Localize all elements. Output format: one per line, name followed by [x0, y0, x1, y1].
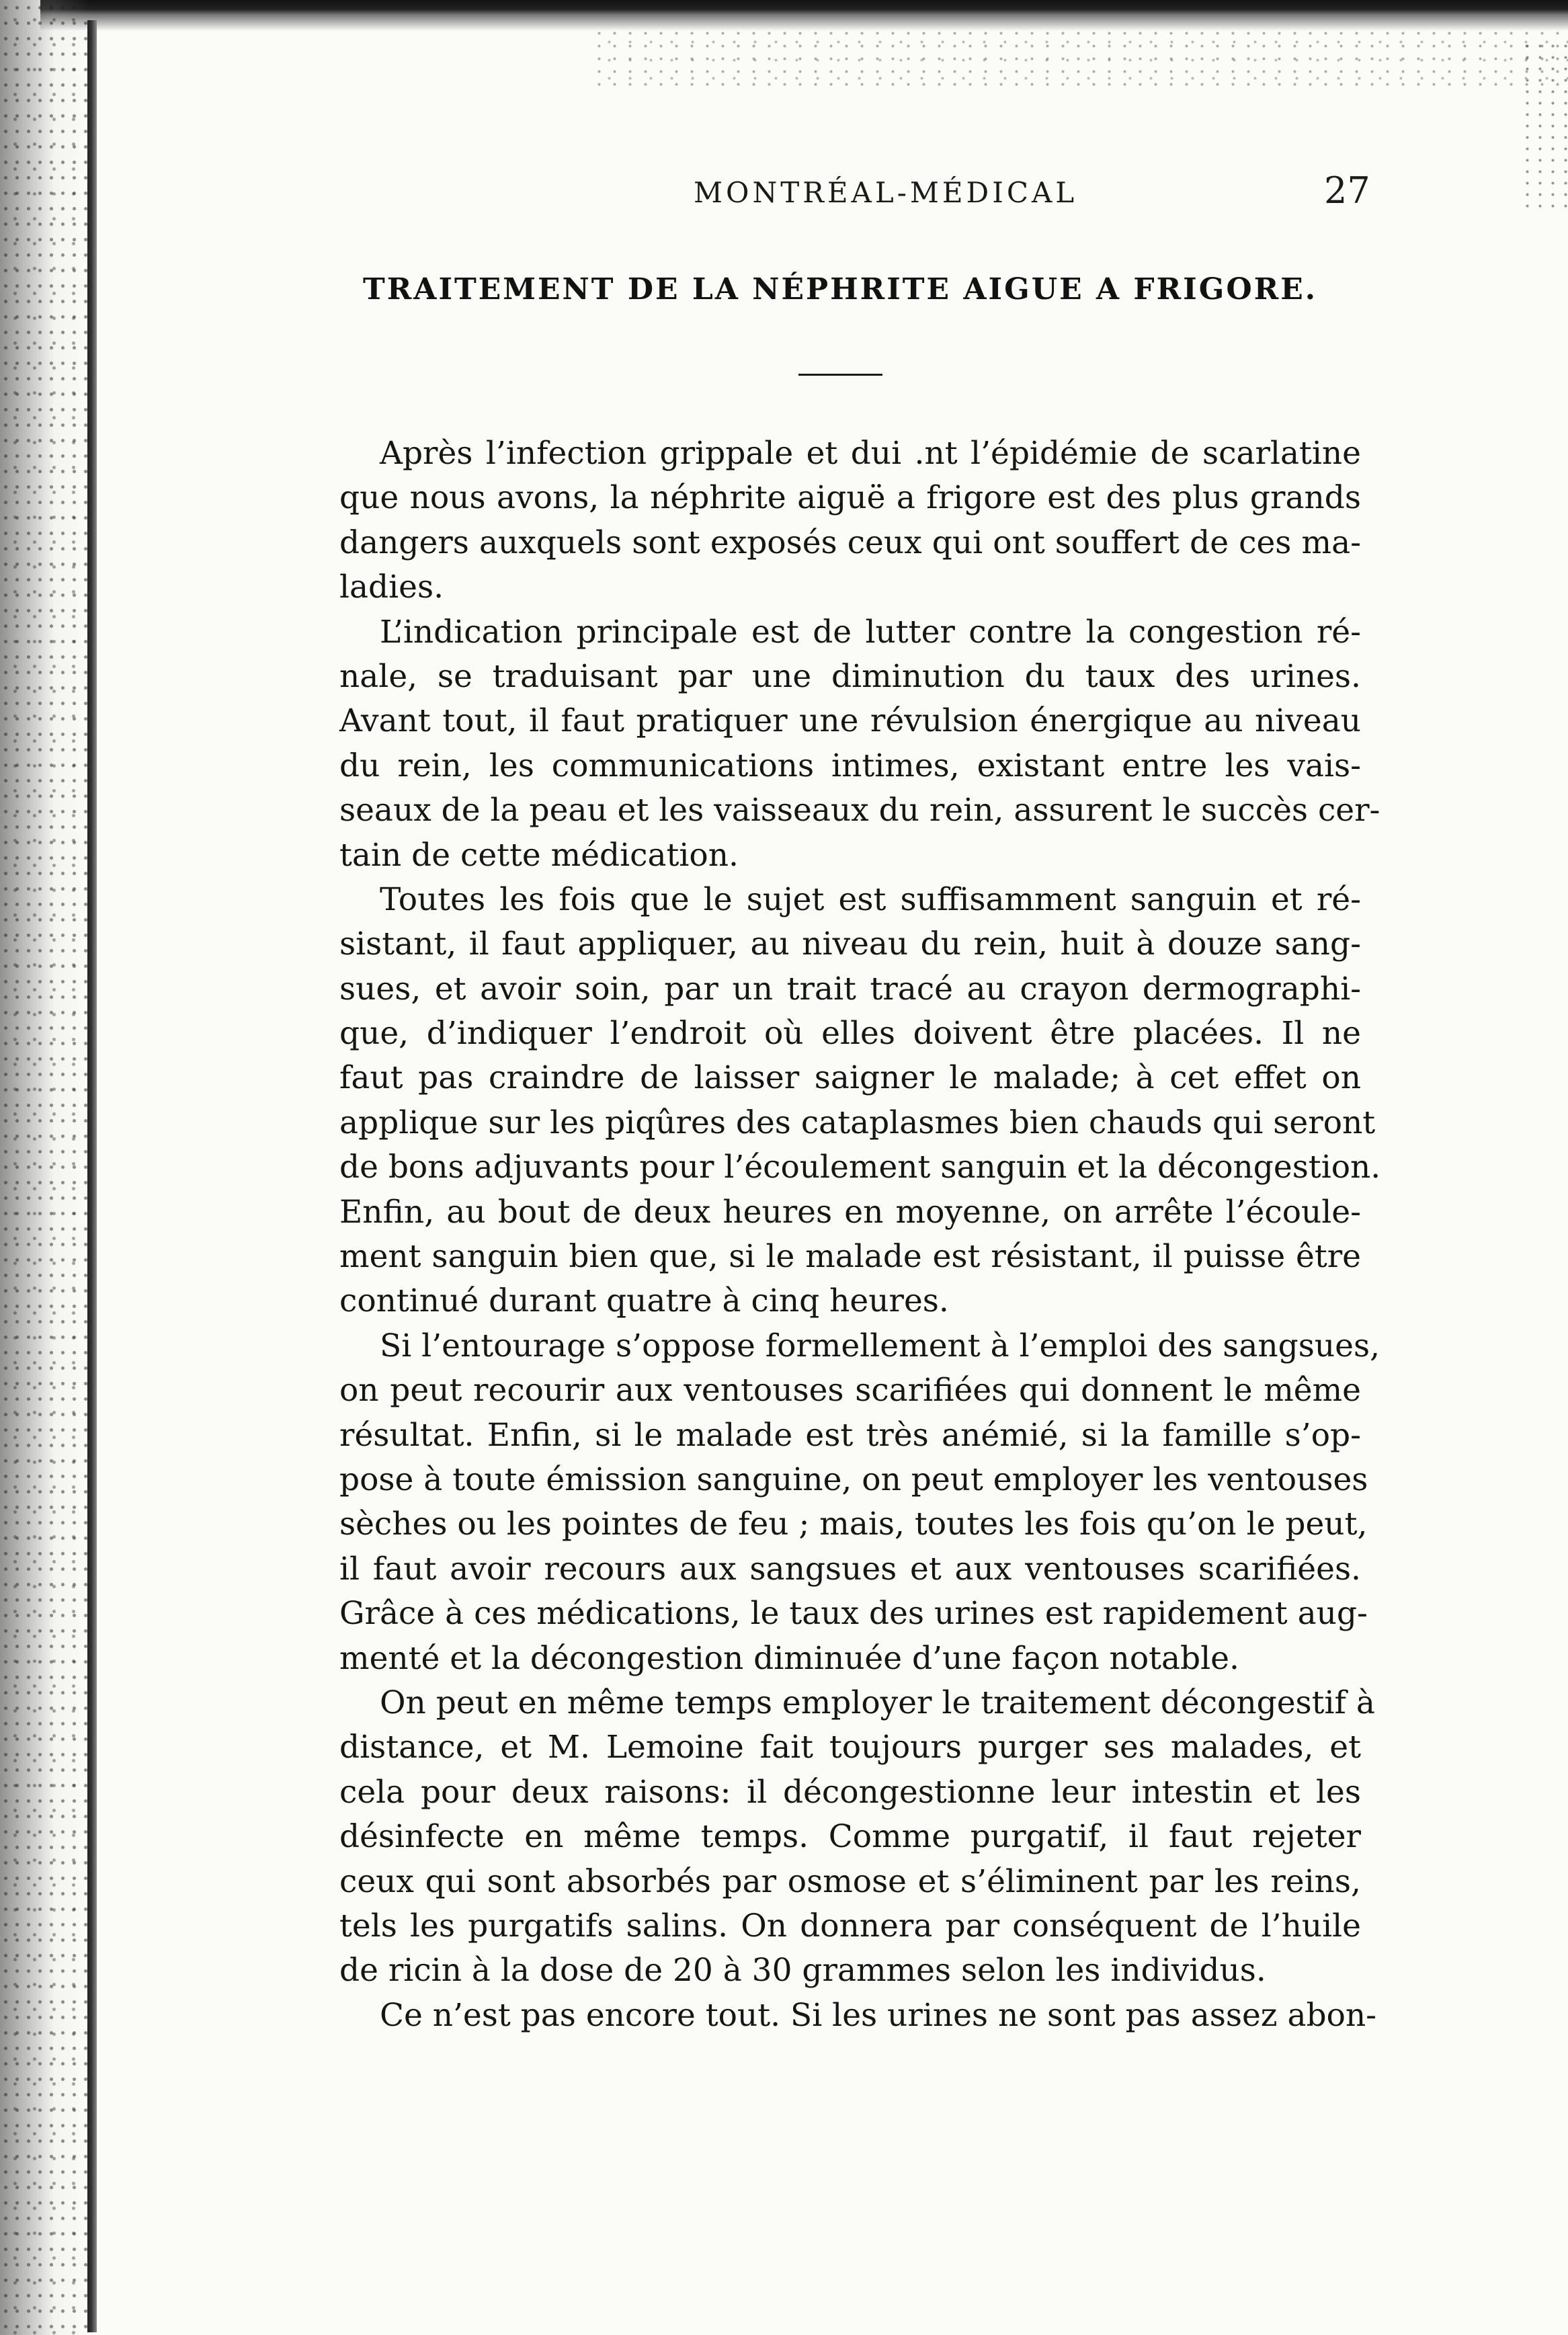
text-line: que nous avons, la néphrite aiguë a frigore est des plus grands	[339, 479, 1361, 517]
text-line: On peut en même temps employer le traitement décongestif à	[380, 1684, 1375, 1721]
title-divider	[798, 374, 882, 376]
text-line: on peut recourir aux ventouses scarifiées qui donnent le même	[339, 1372, 1361, 1409]
text-line: continué durant quatre à cinq heures.	[339, 1282, 949, 1320]
text-line: Ce n’est pas encore tout. Si les urines ne sont pas assez abon-	[380, 1996, 1377, 2034]
text-line: désinfecte en même temps. Comme purgatif, il faut rejeter	[339, 1818, 1361, 1856]
text-line: du rein, les communications intimes, existant entre les vais-	[339, 747, 1361, 784]
text-line: tels les purgatifs salins. On donnera par conséquent de l’huile	[339, 1907, 1361, 1944]
text-line: tain de cette médication.	[339, 836, 739, 874]
text-line: applique sur les piqûres des cataplasmes bien chauds qui seront	[339, 1104, 1376, 1141]
text-line: menté et la décongestion diminuée d’une façon notable.	[339, 1639, 1239, 1677]
text-line: Après l’infection grippale et dui .nt l’épidémie de scarlatine	[380, 435, 1361, 472]
text-line: ladies.	[339, 569, 444, 606]
text-line: que, d’indiquer l’endroit où elles doivent être placées. Il ne	[339, 1015, 1361, 1053]
text-line: Toutes les fois que le sujet est suffisamment sanguin et ré-	[380, 880, 1361, 918]
text-line: il faut avoir recours aux sangsues et aux ventouses scarifiées.	[339, 1550, 1361, 1588]
text-line: ceux qui sont absorbés par osmose et s’éliminent par les reins,	[339, 1862, 1361, 1900]
text-line: Avant tout, il faut pratiquer une révulsion énergique au niveau	[339, 702, 1361, 740]
text-line: pose à toute émission sanguine, on peut employer les ventouses	[339, 1461, 1368, 1498]
text-line: cela pour deux raisons: il décongestionne leur intestin et les	[339, 1773, 1361, 1811]
page-number: 27	[1324, 169, 1370, 212]
text-line: sèches ou les pointes de feu ; mais, toutes les fois qu’on le peut,	[339, 1506, 1368, 1543]
text-line: distance, et M. Lemoine fait toujours purger ses malades, et	[339, 1729, 1361, 1766]
running-head: MONTRÉAL-MÉDICAL	[694, 176, 1078, 209]
text-line: de ricin à la dose de 20 à 30 grammes selon les individus.	[339, 1952, 1266, 1990]
text-line: ment sanguin bien que, si le malade est résistant, il puisse être	[339, 1238, 1361, 1276]
text-line: Enfin, au bout de deux heures en moyenne, on arrête l’écoule-	[339, 1193, 1361, 1231]
text-line: sistant, il faut appliquer, au niveau du rein, huit à douze sang-	[339, 926, 1361, 963]
text-line: résultat. Enfin, si le malade est très anémié, si la famille s’op-	[339, 1416, 1361, 1454]
article-body	[339, 432, 1381, 2038]
text-line: nale, se traduisant par une diminution du taux des urines.	[339, 657, 1361, 695]
text-line: dangers auxquels sont exposés ceux qui ont souffert de ces ma-	[339, 524, 1361, 561]
text-line: L’indication principale est de lutter contre la congestion ré-	[380, 613, 1361, 651]
text-line: Si l’entourage s’oppose formellement à l’emploi des sangsues,	[380, 1327, 1380, 1364]
text-line: de bons adjuvants pour l’écoulement sanguin et la décongestion.	[339, 1149, 1381, 1186]
text-line: sues, et avoir soin, par un trait tracé au crayon dermographi-	[339, 970, 1361, 1008]
text-line: seaux de la peau et les vaisseaux du rein, assurent le succès cer-	[339, 792, 1380, 829]
text-line: faut pas craindre de laisser saigner le malade; à cet effet on	[339, 1059, 1361, 1097]
article-title: TRAITEMENT DE LA NÉPHRITE AIGUE A FRIGORE.	[363, 272, 1318, 306]
text-line: Grâce à ces médications, le taux des urines est rapidement aug-	[339, 1595, 1368, 1633]
